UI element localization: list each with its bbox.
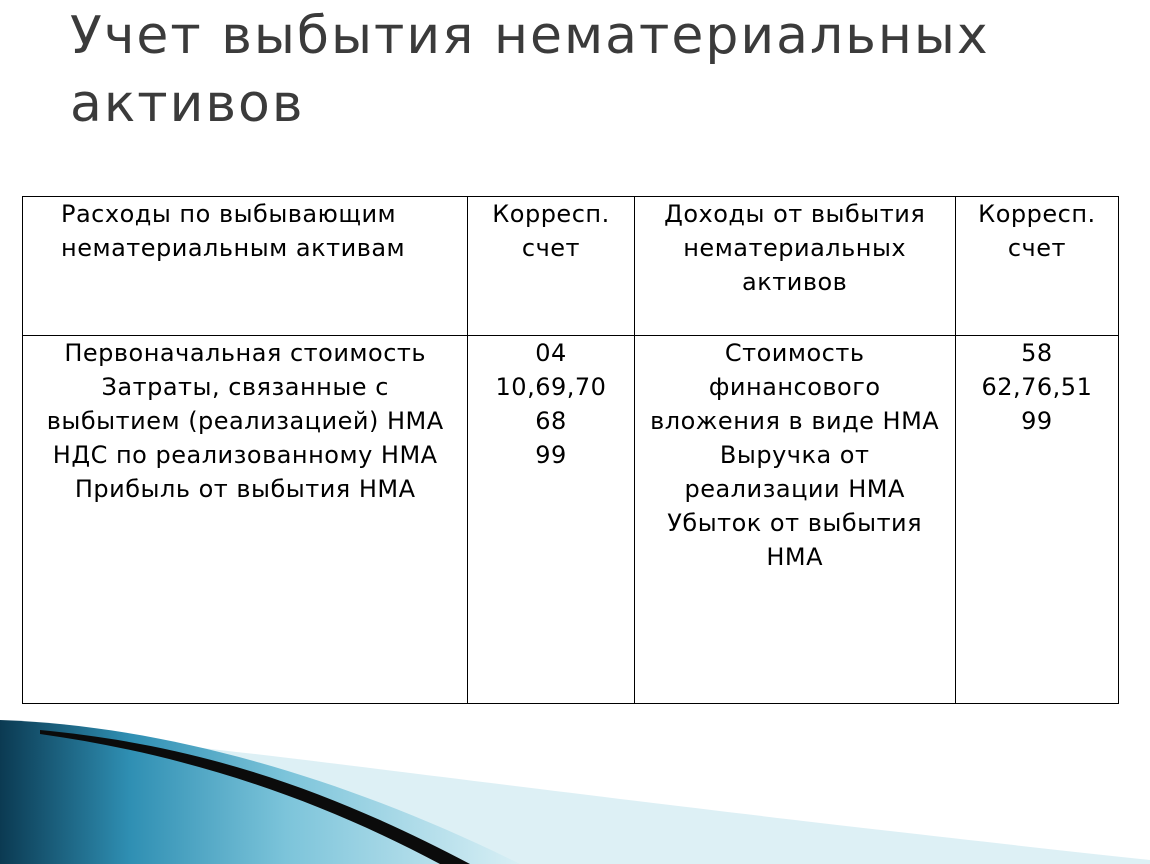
header-text: Корресп.: [492, 200, 610, 228]
body-row: [23, 336, 1119, 704]
expense-item: выбытием (реализацией) НМА: [46, 407, 444, 435]
header-text: Расходы по выбывающим: [61, 200, 397, 228]
account-number: 68: [535, 407, 567, 435]
header-text: Корресп.: [978, 200, 1096, 228]
header-expense-account: [468, 197, 634, 336]
cell-income-accounts: [955, 336, 1118, 704]
cell-income: [634, 336, 955, 704]
income-item: вложения в виде НМА: [650, 407, 940, 435]
expense-item: НДС по реализованному НМА: [52, 441, 438, 469]
account-number: 62,76,51: [981, 373, 1093, 401]
disposal-table: [22, 196, 1119, 704]
header-row: [23, 197, 1119, 336]
account-number: 99: [1021, 407, 1053, 435]
header-income-account: [955, 197, 1118, 336]
header-text: счет: [521, 234, 581, 262]
income-item: НМА: [766, 543, 824, 571]
account-number: 58: [1021, 339, 1053, 367]
header-expenses: [23, 197, 468, 336]
slide-title-line-1: Учет выбытия нематериальных: [70, 6, 990, 66]
header-text: нематериальных: [683, 234, 907, 262]
income-item: реализации НМА: [684, 475, 905, 503]
cell-expense-accounts: [468, 336, 634, 704]
expense-item: Затраты, связанные с: [101, 373, 389, 401]
cell-expenses: [23, 336, 468, 704]
slide-title-line-2: активов: [70, 74, 305, 134]
slide-title: [70, 2, 1110, 138]
header-text: активов: [742, 268, 848, 296]
expense-item: Первоначальная стоимость: [64, 339, 427, 367]
header-text: счет: [1007, 234, 1066, 262]
decorative-swoosh: [0, 700, 1150, 864]
income-item: Стоимость: [724, 339, 865, 367]
header-text: нематериальным активам: [61, 234, 406, 262]
account-number: 10,69,70: [495, 373, 607, 401]
income-item: Выручка от: [719, 441, 870, 469]
income-item: финансового: [708, 373, 881, 401]
expense-item: Прибыль от выбытия НМА: [74, 475, 416, 503]
income-item: Убыток от выбытия: [667, 509, 923, 537]
account-number: 99: [535, 441, 567, 469]
account-number: 04: [535, 339, 567, 367]
header-text: Доходы от выбытия: [664, 200, 926, 228]
header-income: [634, 197, 955, 336]
